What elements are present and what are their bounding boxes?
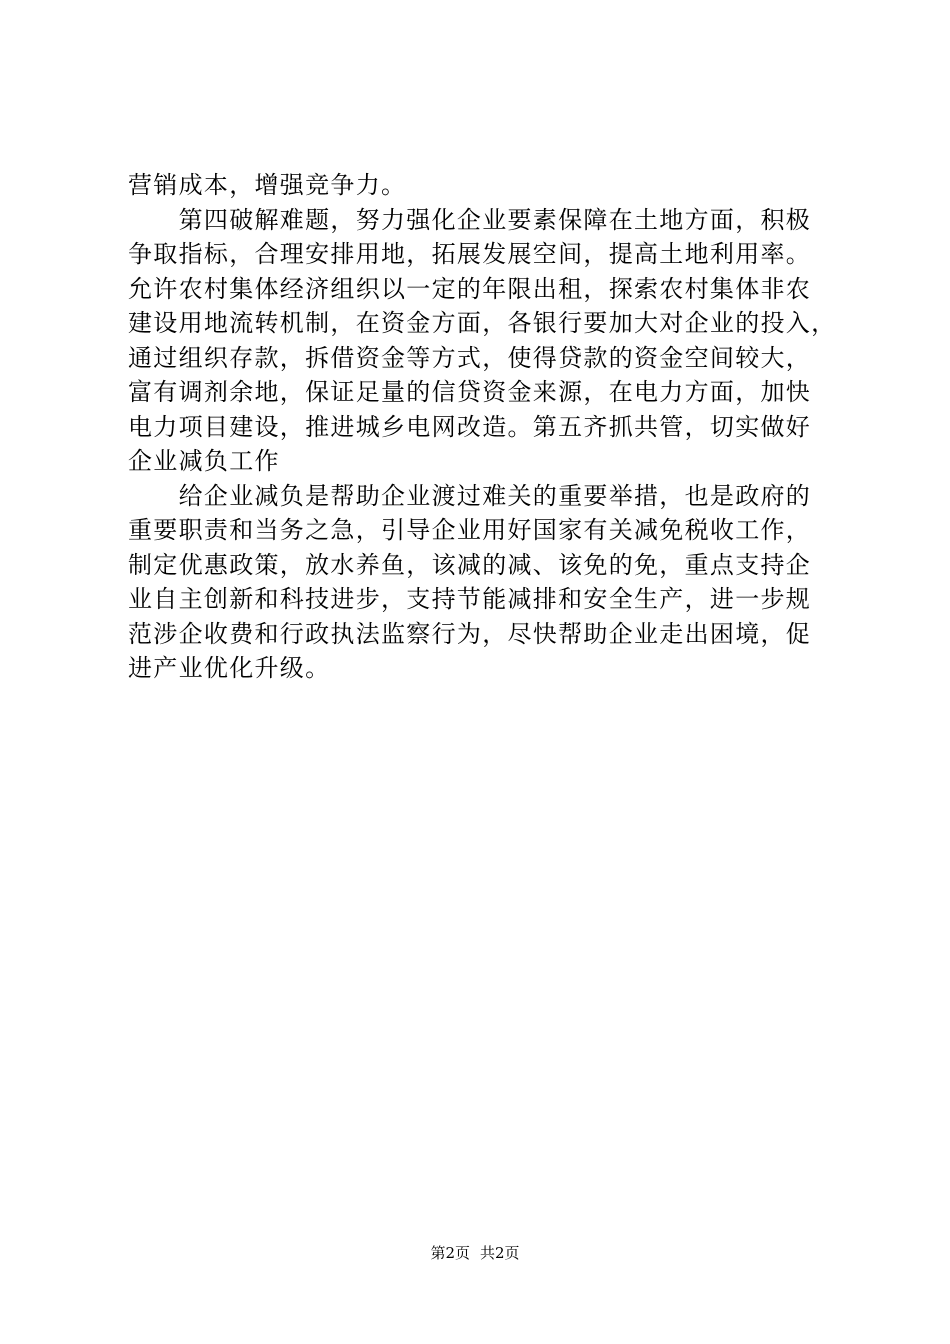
text-line: 电力项目建设，推进城乡电网改造。第五齐抓共管，切实做好 xyxy=(128,413,812,441)
page-number-total: 共2页 xyxy=(480,1244,520,1262)
text-line: 第四破解难题，努力强化企业要素保障在土地方面，积极 xyxy=(128,206,812,234)
text-line: 给企业减负是帮助企业渡过难关的重要举措，也是政府的 xyxy=(128,482,812,510)
text-line: 范涉企收费和行政执法监察行为，尽快帮助企业走出困境，促 xyxy=(128,620,812,648)
text-line: 营销成本，增强竞争力。 xyxy=(128,171,407,199)
text-line: 制定优惠政策，放水养鱼，该减的减、该免的免，重点支持企 xyxy=(128,551,812,579)
text-line: 业自主创新和科技进步，支持节能减排和安全生产，进一步规 xyxy=(128,585,812,613)
text-line: 富有调剂余地，保证足量的信贷资金来源，在电力方面，加快 xyxy=(128,378,812,406)
text-line: 进产业优化升级。 xyxy=(128,654,331,682)
page-number-current: 第2页 xyxy=(430,1244,470,1262)
text-line: 企业减负工作 xyxy=(128,447,280,475)
text-line: 建设用地流转机制，在资金方面，各银行要加大对企业的投入， xyxy=(128,309,837,337)
text-line: 争取指标，合理安排用地，拓展发展空间，提高土地利用率。 xyxy=(128,240,812,268)
text-line: 重要职责和当务之急，引导企业用好国家有关减免税收工作， xyxy=(128,516,812,544)
text-line: 允许农村集体经济组织以一定的年限出租，探索农村集体非农 xyxy=(128,275,812,303)
page-footer xyxy=(0,1243,950,1263)
text-line: 通过组织存款，拆借资金等方式，使得贷款的资金空间较大， xyxy=(128,344,812,372)
